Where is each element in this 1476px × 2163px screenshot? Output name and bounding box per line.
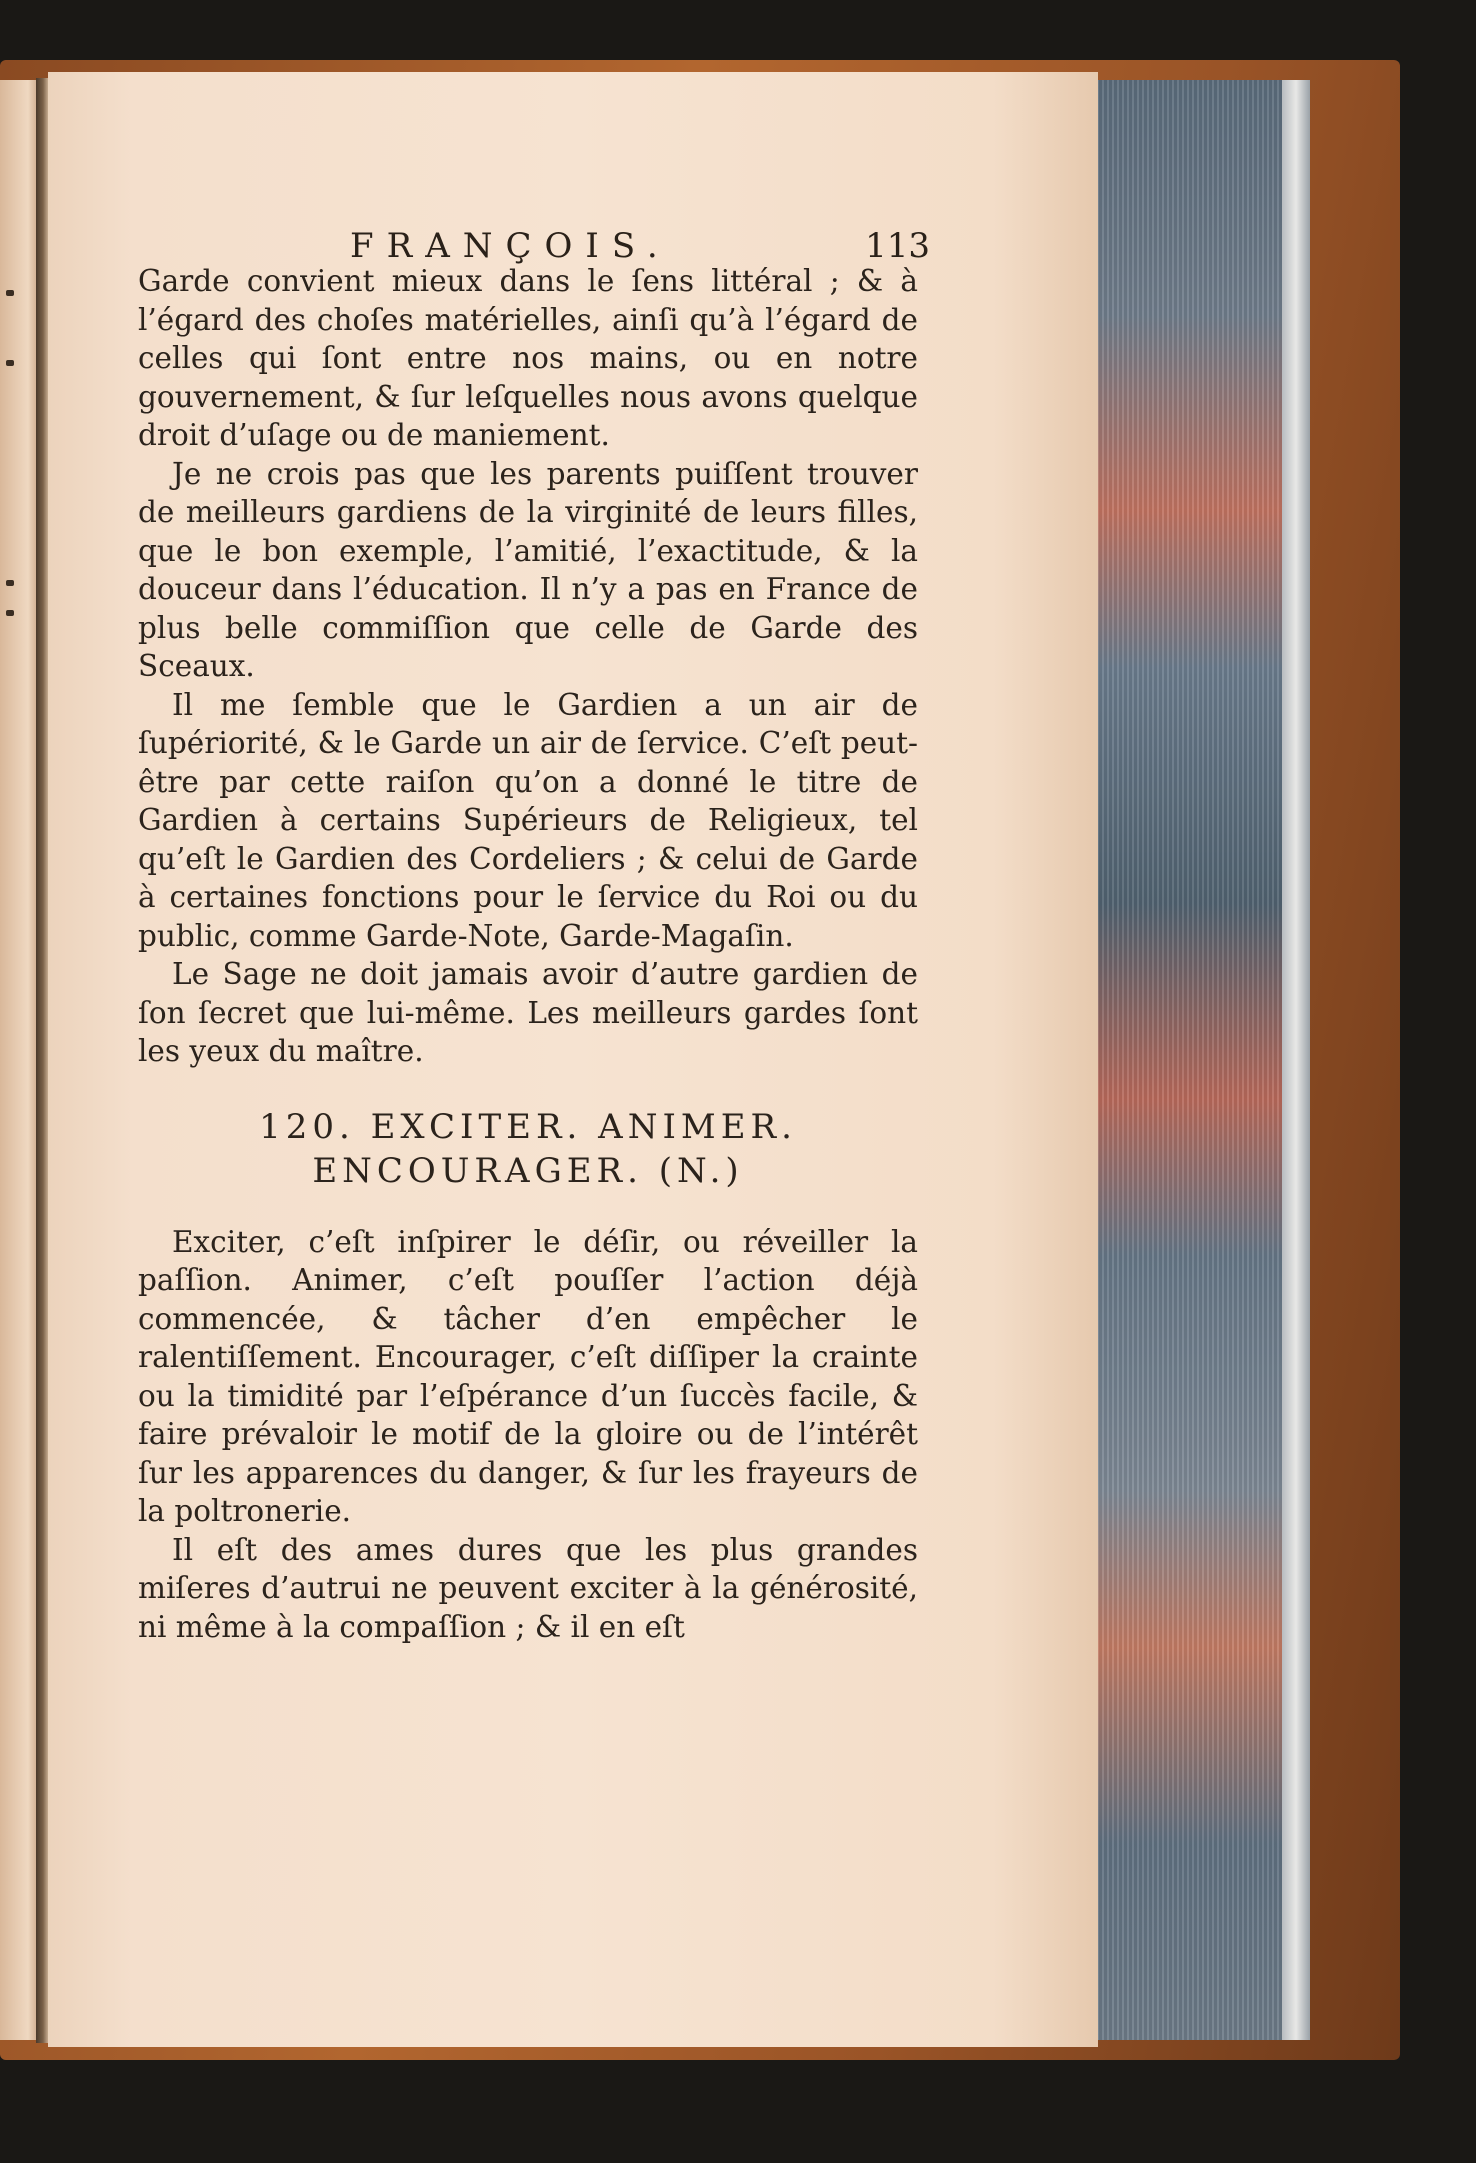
marbled-fore-edge (1092, 80, 1310, 2040)
paragraph: Exciter, c’eſt inſpirer le déſir, ou réveiller la paſſion. Animer, c’eſt pouſſer l’action déjà commencée, & tâcher d’en empêcher le ralentiſſement. Encourager, c’eſt diſſiper la crainte ou la timidité par l’eſpérance d’un ſuccès facile, & faire prévaloir le motif de la gloire ou de l’intérêt ſur les apparences du danger, & ſur les frayeurs de la poltronerie. (138, 1224, 918, 1528)
paragraph: Je ne crois pas que les parents puiſſent trouver de meilleurs gardiens de la virginité de leurs filles, que le bon exemple, l’amitié, l’exactitude, & la douceur dans l’éducation. Il n’y a pas en France de plus belle commiſſion que celle de Garde des Sceaux. (138, 456, 918, 683)
paragraph: Il eſt des ames dures que les plus grandes miſeres d’autrui ne peuvent exciter à la générosité, ni même à la compaſſion ; & il en eſt (138, 1532, 918, 1644)
paragraph: Le Sage ne doit jamais avoir d’autre gardien de ſon ſecret que lui-même. Les meilleurs gardes ſont les yeux du maître. (138, 957, 918, 1068)
ink-mark (6, 580, 14, 586)
section-heading (138, 1105, 918, 1193)
page-body (138, 262, 918, 1646)
page-block-edge (1282, 80, 1310, 2040)
previous-page-edge (0, 80, 40, 2040)
running-title: FRANÇOIS. (350, 226, 671, 266)
page-number: 113 (865, 226, 930, 266)
paragraph: Il me ſemble que le Gardien a un air de ſupériorité, & le Garde un air de ſervice. C’eſt peut-être par cette raiſon qu’on a donné le titre de Gardien à certains Supérieurs de Religieux, tel qu’eſt le Gardien des Cordeliers ; & celui de Garde à certaines fonctions pour le ſervice du Roi ou du public, comme Garde-Note, Garde-Magaſin. (138, 687, 918, 953)
section-heading-line: ENCOURAGER. (N.) (312, 1150, 744, 1191)
ink-mark (6, 290, 14, 296)
paragraph: Garde convient mieux dans le ſens littéral ; & à l’égard des choſes matérielles, ainſi qu’à l’égard de celles qui ſont entre nos mains, ou en notre gouvernement, & ſur leſquelles nous avons quelque droit d’uſage ou de maniement. (138, 264, 918, 452)
ink-mark (6, 610, 14, 616)
section-heading-line: 120. EXCITER. ANIMER. (259, 1106, 797, 1147)
ink-mark (6, 360, 14, 366)
